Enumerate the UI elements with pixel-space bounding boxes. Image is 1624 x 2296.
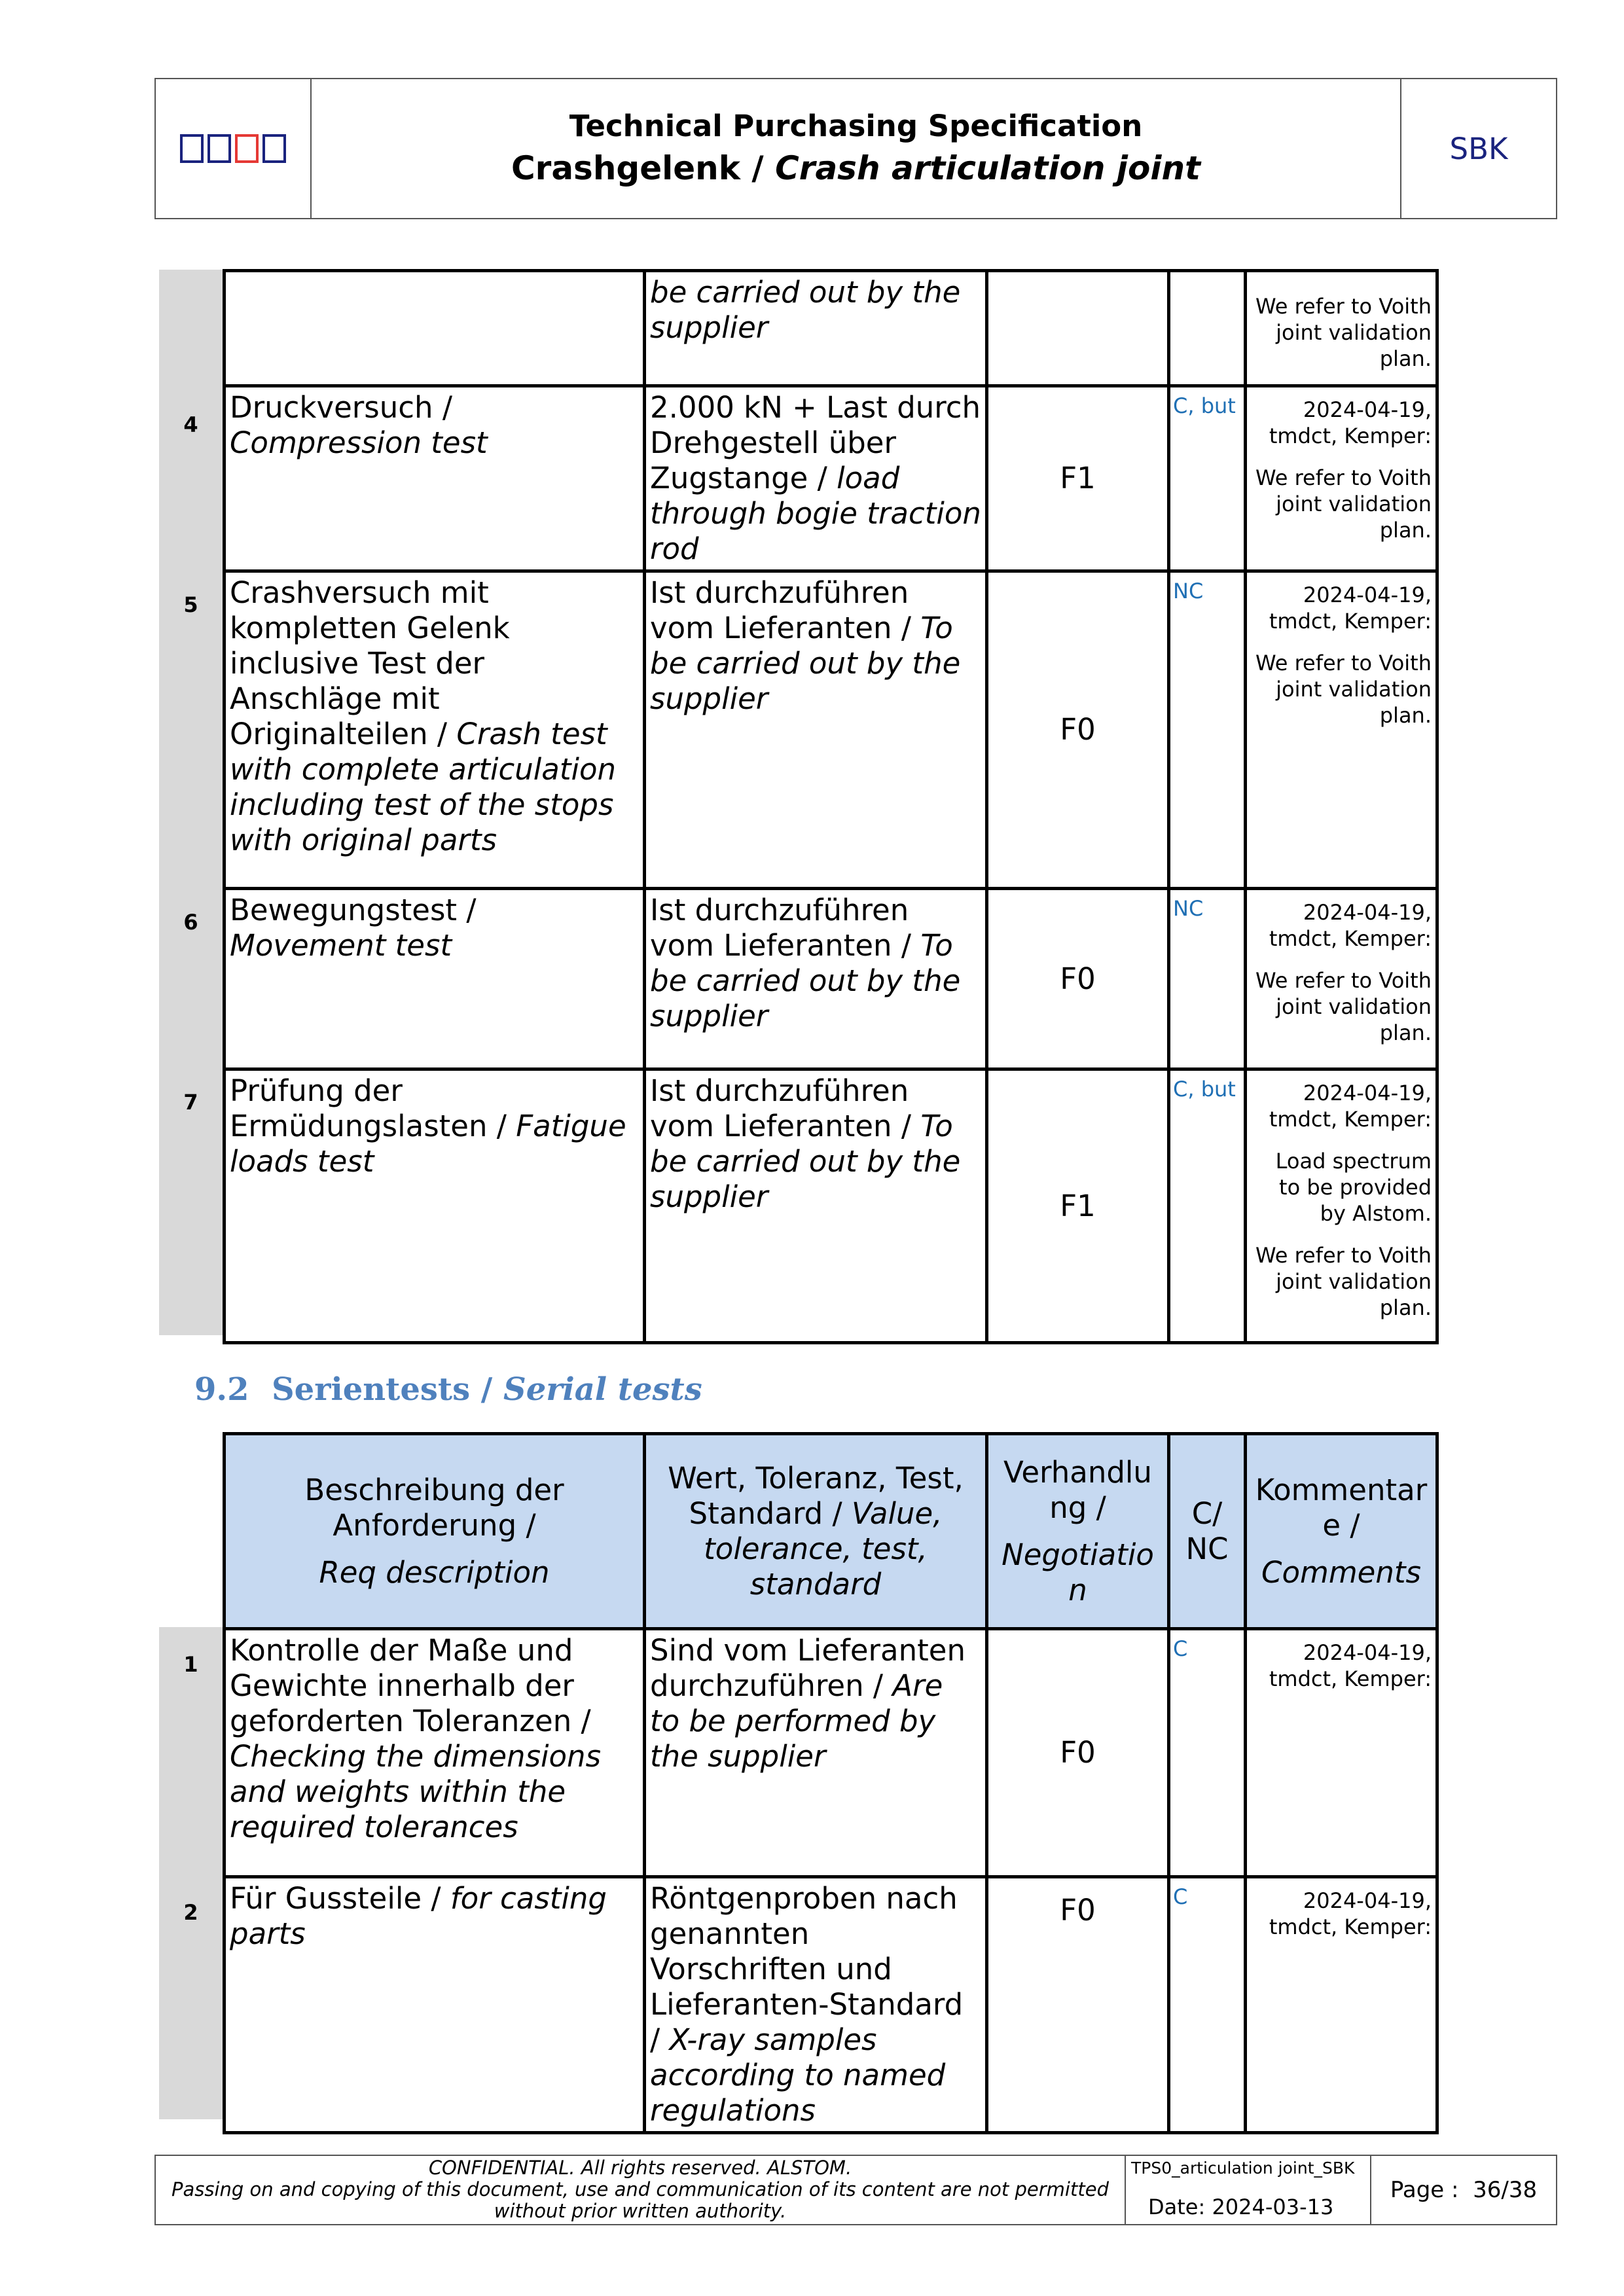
header-compliance: C/ NC [1169,1434,1246,1629]
serial-tests-table [223,1432,1439,2134]
page-header [154,78,1557,219]
section-heading [194,1369,702,1410]
row-number-band [159,1627,223,2119]
req-negotiation: F0 [987,1877,1169,2133]
req-comments: 2024-04-19, tmdct, Kemper: [1246,1877,1437,2133]
req-description: Prüfung der Ermüdungslasten / Fatigue loads test [225,1069,645,1343]
requirements-table-continued [223,269,1439,1344]
header-title-block [312,79,1401,218]
row-number: 2 [183,1900,198,1925]
req-negotiation: F0 [987,571,1169,889]
table-row [225,1877,1437,2133]
req-compliance: NC [1169,571,1246,889]
req-comments: 2024-04-19, tmdct, Kemper: We refer to Voith joint validation plan. [1246,386,1437,571]
req-negotiation: F1 [987,1069,1169,1343]
document-reference [1126,2156,1371,2224]
document-name: TPS0_articulation joint_SBK [1131,2159,1355,2178]
req-description: Kontrolle der Maße und Gewichte innerhalb der geforderten Toleranzen / Checking the dimensions and weights within the required tolerances [225,1629,645,1877]
req-comments: 2024-04-19, tmdct, Kemper: [1246,1629,1437,1877]
section-title-de: Serientests / [272,1371,504,1408]
header-negotiation: Verhandlu ng / Negotiatio n [987,1434,1169,1629]
table-header-row [225,1434,1437,1629]
row-number: 5 [183,592,198,617]
document-title: Technical Purchasing Specification [569,109,1143,143]
row-number: 7 [183,1090,198,1115]
req-compliance [1169,271,1246,386]
header-value: Wert, Toleranz, Test, Standard / Value, tolerance, test, standard [645,1434,987,1629]
row-number: 6 [183,910,198,935]
confidentiality-notice: CONFIDENTIAL. All rights reserved. ALSTOM. Passing on and copying of this document, use and communication of its content are not permitted without prior written authority. [156,2156,1126,2224]
page-footer [154,2155,1557,2225]
req-description: Bewegungstest / Movement test [225,889,645,1069]
req-compliance: C, but [1169,1069,1246,1343]
header-comments: Kommentar e / Comments [1246,1434,1437,1629]
req-negotiation: F1 [987,386,1169,571]
section-title-en: Serial tests [503,1371,702,1408]
page-number: Page : 36/38 [1390,2177,1538,2203]
table-row [225,271,1437,386]
req-description: Crashversuch mit kompletten Gelenk inclusive Test der Anschläge mit Originalteilen / Crash test with complete articulation including test of the stops with original parts [225,571,645,889]
row-number: 4 [183,412,198,437]
req-comments: We refer to Voith joint validation plan. [1246,271,1437,386]
req-value: Ist durchzuführen vom Lieferanten / To be carried out by the supplier [645,889,987,1069]
section-number: 9.2 [194,1371,249,1408]
req-description: Für Gussteile / for casting parts [225,1877,645,2133]
header-description: Beschreibung der Anforderung / Req description [225,1434,645,1629]
req-comments: 2024-04-19, tmdct, Kemper: Load spectrum to be provided by Alstom. We refer to Voith joint validation plan. [1246,1069,1437,1343]
table-row [225,1629,1437,1877]
table-row [225,889,1437,1069]
document-code: SBK [1449,131,1508,166]
req-value: 2.000 kN + Last durch Drehgestell über Zugstange / load through bogie traction rod [645,386,987,571]
req-value: Ist durchzuführen vom Lieferanten / To be carried out by the supplier [645,1069,987,1343]
req-value: Sind vom Lieferanten durchzuführen / Are to be performed by the supplier [645,1629,987,1877]
table-row [225,1069,1437,1343]
req-description: Druckversuch / Compression test [225,386,645,571]
req-compliance: C [1169,1877,1246,2133]
req-negotiation: F0 [987,889,1169,1069]
req-description [225,271,645,386]
req-compliance: C [1169,1629,1246,1877]
row-number-band [159,270,223,1335]
req-value: be carried out by the supplier [645,271,987,386]
req-compliance: C, but [1169,386,1246,571]
table-row [225,386,1437,571]
table-row [225,571,1437,889]
req-negotiation [987,271,1169,386]
req-comments: 2024-04-19, tmdct, Kemper: We refer to Voith joint validation plan. [1246,571,1437,889]
row-number: 1 [183,1652,198,1677]
req-negotiation: F0 [987,1629,1169,1877]
company-logo [156,79,312,218]
req-value: Röntgenproben nach genannten Vorschriften und Lieferanten-Standard / X-ray samples according to named regulations [645,1877,987,2133]
req-comments: 2024-04-19, tmdct, Kemper: We refer to Voith joint validation plan. [1246,889,1437,1069]
document-subtitle: Crashgelenk / Crash articulation joint [511,149,1201,187]
req-value: Ist durchzuführen vom Lieferanten / To be carried out by the supplier [645,571,987,889]
document-date: Date: 2024-03-13 [1148,2195,1334,2219]
req-compliance: NC [1169,889,1246,1069]
